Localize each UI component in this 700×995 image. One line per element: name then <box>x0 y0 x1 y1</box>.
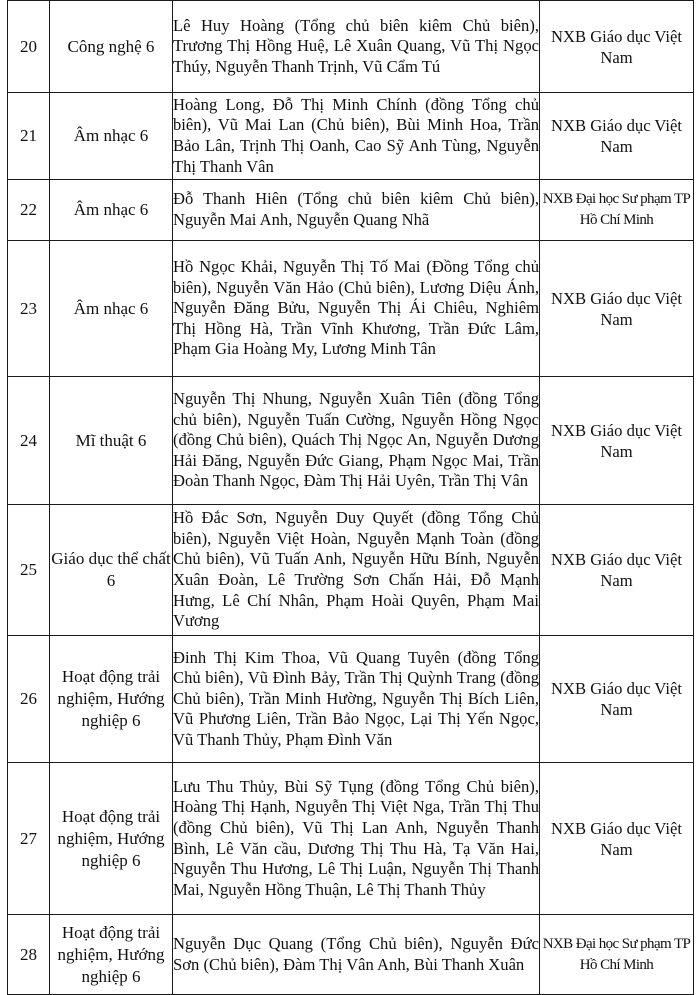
table-row <box>8 636 694 763</box>
authors-cell: Đinh Thị Kim Thoa, Vũ Quang Tuyên (đồng Tổng Chủ biên), Vũ Đình Bảy, Trần Thị Quỳnh Trang (đồng Chủ biên), Trần Minh Hường, Nguyễn Thị Bích Liên, Vũ Phương Liên, Trần Bảo Ngọc, Lại Thị Yến Ngọc, Vũ Thanh Thủy, Phạm Đình Văn <box>173 636 540 763</box>
authors-cell: Hồ Đắc Sơn, Nguyễn Duy Quyết (đồng Tổng Chủ biên), Nguyễn Việt Hoàn, Nguyễn Mạnh Toàn (đồng Chủ biên), Vũ Tuấn Anh, Nguyễn Hữu Bính, Nguyễn Xuân Đoàn, Lê Trường Sơn Chấn Hải, Đỗ Mạnh Hưng, Lê Chí Nhân, Phạm Hoài Quyên, Phạm Mai Vương <box>173 505 540 636</box>
row-number: 20 <box>8 1 50 93</box>
table-row <box>8 241 694 377</box>
row-number: 23 <box>8 241 50 377</box>
authors-cell: Hồ Ngọc Khải, Nguyễn Thị Tố Mai (Đồng Tổng chủ biên), Nguyễn Văn Hảo (Chủ biên), Lương Diệu Ánh, Nguyễn Đăng Bửu, Nguyễn Thị Ái Chiêu, Nghiêm Thị Hồng Hà, Trần Vĩnh Khương, Trần Đức Lâm, Phạm Gia Hoàng My, Lương Minh Tân <box>173 241 540 377</box>
subject-cell: Giáo dục thể chất 6 <box>50 505 173 636</box>
row-number: 22 <box>8 180 50 241</box>
authors-cell: Lưu Thu Thủy, Bùi Sỹ Tụng (đồng Tổng Chủ biên), Hoàng Thị Hạnh, Nguyễn Thị Việt Nga, Trần Thị Thu (đồng Chủ biên), Vũ Thị Lan Anh, Nguyễn Thanh Bình, Lê Văn cầu, Dương Thị Thu Hà, Tạ Văn Hai, Nguyễn Thu Hương, Lê Thị Luận, Nguyễn Thị Thanh Mai, Nguyễn Hồng Thuận, Lê Thị Thanh Thủy <box>173 763 540 915</box>
publisher-cell: NXB Giáo dục Việt Nam <box>540 763 694 915</box>
row-number: 24 <box>8 377 50 505</box>
table-row <box>8 763 694 915</box>
table-row <box>8 505 694 636</box>
subject-cell: Âm nhạc 6 <box>50 241 173 377</box>
subject-cell: Hoạt động trải nghiệm, Hướng nghiệp 6 <box>50 636 173 763</box>
authors-cell: Lê Huy Hoàng (Tổng chủ biên kiêm Chủ biên), Trương Thị Hồng Huệ, Lê Xuân Quang, Vũ Thị Ngọc Thúy, Nguyễn Thanh Trịnh, Vũ Cẩm Tú <box>173 1 540 93</box>
row-number: 21 <box>8 93 50 180</box>
table-row <box>8 915 694 995</box>
authors-cell: Hoàng Long, Đỗ Thị Minh Chính (đồng Tổng chủ biên), Vũ Mai Lan (Chủ biên), Bùi Minh Hoa, Trần Bảo Lân, Trịnh Thị Oanh, Cao Sỹ Anh Tùng, Nguyễn Thị Thanh Vân <box>173 93 540 180</box>
row-number: 27 <box>8 763 50 915</box>
publisher-cell: NXB Giáo dục Việt Nam <box>540 241 694 377</box>
publisher-cell: NXB Giáo dục Việt Nam <box>540 1 694 93</box>
row-number: 28 <box>8 915 50 995</box>
authors-cell: Nguyễn Thị Nhung, Nguyễn Xuân Tiên (đồng Tổng chủ biên), Nguyễn Tuấn Cường, Nguyễn Hồng Ngọc (đồng Chủ biên), Quách Thị Ngọc An, Nguyễn Dương Hải Đăng, Nguyễn Đức Giang, Phạm Ngọc Mai, Trần Đoàn Thanh Ngọc, Đàm Thị Hải Uyên, Trần Thị Vân <box>173 377 540 505</box>
table-row <box>8 180 694 241</box>
publisher-cell: NXB Giáo dục Việt Nam <box>540 93 694 180</box>
row-number: 25 <box>8 505 50 636</box>
publisher-cell: NXB Đại học Sư phạm TP Hồ Chí Minh <box>540 915 694 995</box>
subject-cell: Công nghệ 6 <box>50 1 173 93</box>
publisher-cell: NXB Giáo dục Việt Nam <box>540 377 694 505</box>
subject-cell: Âm nhạc 6 <box>50 180 173 241</box>
table-row <box>8 93 694 180</box>
publisher-cell: NXB Giáo dục Việt Nam <box>540 636 694 763</box>
subject-cell: Âm nhạc 6 <box>50 93 173 180</box>
subject-cell: Hoạt động trải nghiệm, Hướng nghiệp 6 <box>50 763 173 915</box>
table-row <box>8 377 694 505</box>
authors-cell: Nguyễn Dục Quang (Tổng Chủ biên), Nguyễn Đức Sơn (Chủ biên), Đàm Thị Vân Anh, Bùi Thanh Xuân <box>173 915 540 995</box>
publisher-cell: NXB Giáo dục Việt Nam <box>540 505 694 636</box>
publisher-cell: NXB Đại học Sư phạm TP Hồ Chí Minh <box>540 180 694 241</box>
authors-cell: Đỗ Thanh Hiên (Tổng chủ biên kiêm Chủ biên), Nguyễn Mai Anh, Nguyễn Quang Nhã <box>173 180 540 241</box>
subject-cell: Hoạt động trải nghiệm, Hướng nghiệp 6 <box>50 915 173 995</box>
subject-cell: Mĩ thuật 6 <box>50 377 173 505</box>
row-number: 26 <box>8 636 50 763</box>
textbook-table <box>7 0 694 995</box>
table-row <box>8 1 694 93</box>
